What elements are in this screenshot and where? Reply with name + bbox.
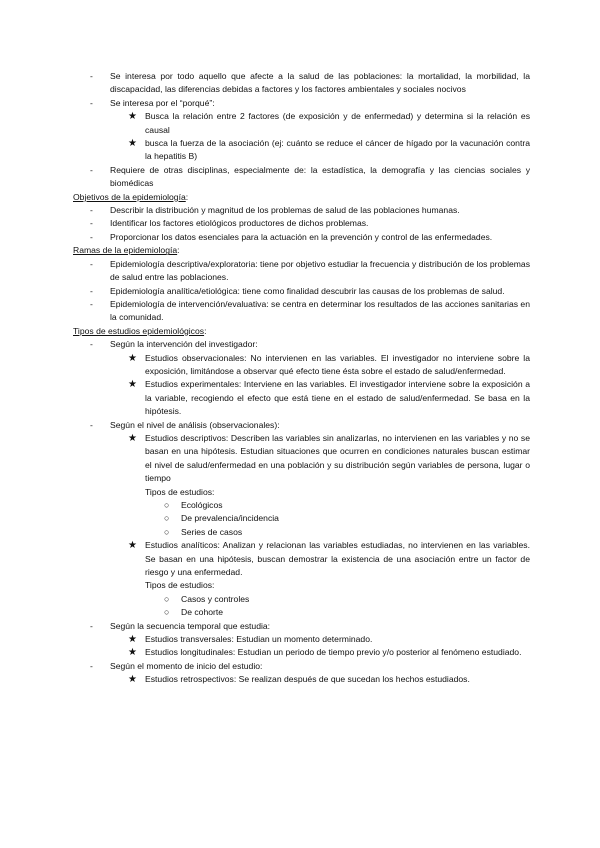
circle-bullet-icon: ○	[164, 500, 170, 510]
star-bullet-icon: ★	[128, 674, 137, 686]
list-item	[73, 499, 530, 512]
list-item	[73, 285, 530, 298]
item-text: Se interesa por el “porqué”:	[110, 97, 215, 108]
item-text: Según la secuencia temporal que estudia:	[110, 620, 271, 631]
list-item	[73, 70, 530, 97]
list-item	[73, 217, 530, 230]
star-bullet-icon: ★	[128, 352, 137, 364]
dash-bullet: -	[90, 620, 93, 631]
item-text: De cohorte	[181, 607, 224, 618]
list-item	[73, 164, 530, 191]
circle-bullet-icon: ○	[164, 607, 170, 618]
item-text: De prevalencia/incidencia	[181, 513, 279, 524]
item-text: busca la fuerza de la asociación (ej: cuánto se reduce el cáncer de hígado por la vacunación contra la hepatitis B)	[145, 138, 530, 162]
item-text: Series de casos	[181, 526, 243, 537]
dash-bullet: -	[90, 71, 93, 81]
item-text: Identificar los factores etiológicos productores de dichos problemas.	[110, 218, 369, 229]
list-item	[73, 137, 530, 164]
list-item	[73, 512, 530, 525]
list-item	[73, 673, 530, 686]
list-item	[73, 204, 530, 217]
dash-bullet: -	[90, 258, 93, 269]
item-text: Estudios longitudinales: Estudian un periodo de tiempo previo y/o posterior al fenómeno estudiado.	[145, 647, 522, 658]
item-text: Requiere de otras disciplinas, especialmente de: la estadística, la demografía y las ciencias sociales y biomédicas	[110, 164, 530, 189]
circle-bullet-icon: ○	[164, 593, 170, 604]
list-item	[73, 660, 530, 673]
sub-label: Tipos de estudios:	[145, 486, 215, 497]
dash-bullet: -	[90, 339, 93, 350]
item-text: Estudios observacionales: No intervienen en las variables. El investigador no interviene sobre la exposición, limitándose a observar qué efecto tiene ésta sobre el estado de salud/enfermedad.	[145, 352, 530, 376]
section-heading-objetivos: Objetivos de la epidemiología:	[73, 191, 189, 202]
item-text: Según el momento de inicio del estudio:	[110, 660, 263, 671]
dash-bullet: -	[90, 298, 93, 309]
list-item	[73, 298, 530, 325]
dash-bullet: -	[90, 164, 93, 175]
list-item	[73, 378, 530, 418]
item-text: Busca la relación entre 2 factores (de exposición y de enfermedad) y determina si la relación es causal	[145, 111, 530, 135]
item-text: Estudios transversales: Estudian un momento determinado.	[145, 634, 373, 645]
list-item	[73, 97, 530, 110]
list-item	[73, 526, 530, 539]
item-text: Estudios analíticos: Analizan y relacionan las variables estudiadas, no intervienen en las variables. Se basan en una hipótesis, buscan demostrar la existencia de una asociación entre un factor de riesgo y una enfermedad.	[145, 540, 530, 578]
star-bullet-icon: ★	[128, 111, 137, 123]
sub-label: Tipos de estudios:	[145, 580, 215, 591]
item-text: Epidemiología descriptiva/exploratoria: tiene por objetivo estudiar la frecuencia y distribución de los problemas de salud entre las poblaciones.	[110, 258, 530, 283]
dash-bullet: -	[90, 231, 93, 242]
list-item	[73, 231, 530, 244]
item-text: Proporcionar los datos esenciales para la actuación en la prevención y control de las enfermedades.	[110, 231, 493, 242]
section-heading-ramas: Ramas de la epidemiología:	[73, 245, 180, 256]
star-bullet-icon: ★	[128, 540, 137, 552]
circle-bullet-icon: ○	[164, 513, 170, 524]
item-text: Estudios retrospectivos: Se realizan después de que sucedan los hechos estudiados.	[145, 674, 470, 685]
list-item	[73, 352, 530, 379]
section-heading-tipos: Tipos de estudios epidemiológicos:	[73, 325, 207, 336]
list-item	[73, 419, 530, 432]
list-item	[73, 258, 530, 285]
dash-bullet: -	[90, 97, 93, 108]
item-text: Epidemiología analítica/etiológica: tiene como finalidad descubrir las causas de los problemas de salud.	[110, 285, 505, 296]
item-text: Epidemiología de intervención/evaluativa: se centra en determinar los resultados de las acciones sanitarias en la comunidad.	[110, 298, 530, 323]
list-item	[73, 110, 530, 137]
list-item	[73, 606, 530, 619]
list-item	[73, 633, 530, 646]
list-item	[73, 432, 530, 486]
item-text: Estudios descriptivos: Describen las variables sin analizarlas, no intervienen en las variables y no se basan en una hipótesis. Estudian situaciones que ocurren en condiciones naturales buscan estimar el nivel de salud/enfermedad en una población y su distribución según variables de persona, lugar o tiempo	[145, 432, 530, 484]
item-text: Según el nivel de análisis (observacionales):	[110, 419, 280, 430]
item-text: Se interesa por todo aquello que afecte a la salud de las poblaciones: la mortalidad, la morbilidad, la discapacidad, las diferencias debidas a factores y los factores ambientales y sociales nocivos	[110, 71, 530, 95]
item-text: Según la intervención del investigador:	[110, 339, 258, 350]
list-item	[73, 539, 530, 579]
star-bullet-icon: ★	[128, 432, 137, 444]
dash-bullet: -	[90, 660, 93, 671]
star-bullet-icon: ★	[128, 379, 137, 391]
star-bullet-icon: ★	[128, 634, 137, 646]
dash-bullet: -	[90, 285, 93, 296]
list-item	[73, 338, 530, 351]
list-item	[73, 646, 530, 659]
item-text: Estudios experimentales: Interviene en las variables. El investigador interviene sobre la exposición a la variable, recogiendo el efecto que está tiene en el estado de salud/enfermedad. Se basa en la hipótesis.	[145, 379, 530, 417]
item-text: Casos y controles	[181, 593, 250, 604]
circle-bullet-icon: ○	[164, 526, 170, 537]
star-bullet-icon: ★	[128, 138, 137, 150]
dash-bullet: -	[90, 218, 93, 229]
list-item	[73, 593, 530, 606]
star-bullet-icon: ★	[128, 647, 137, 659]
list-item	[73, 620, 530, 633]
item-text: Describir la distribución y magnitud de los problemas de salud de las poblaciones humanas.	[110, 205, 460, 216]
dash-bullet: -	[90, 205, 93, 216]
dash-bullet: -	[90, 419, 93, 430]
item-text: Ecológicos	[181, 500, 223, 510]
